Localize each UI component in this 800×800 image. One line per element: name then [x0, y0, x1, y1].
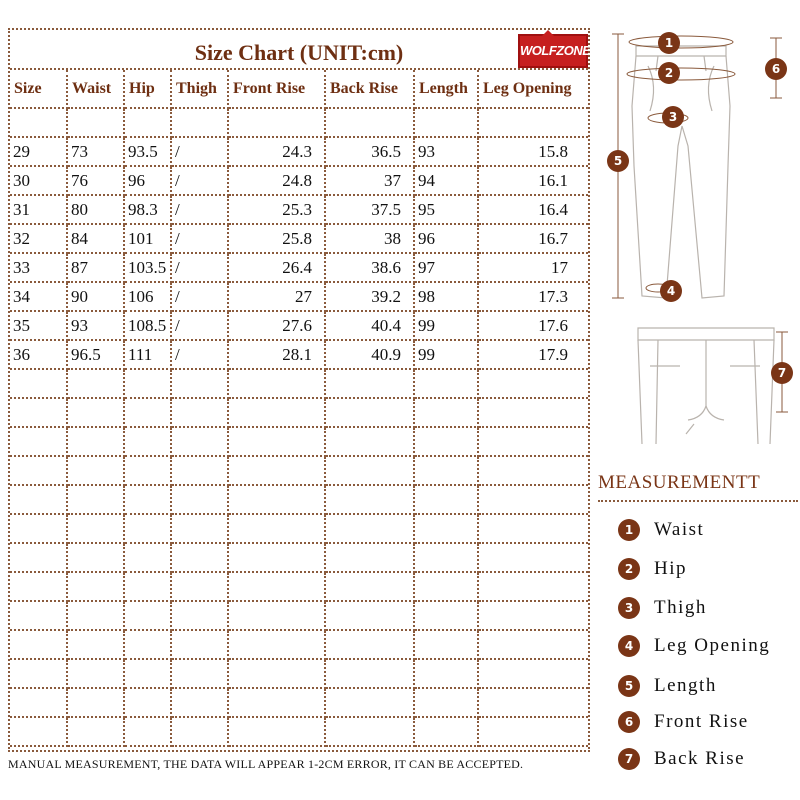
table-cell-empty [414, 398, 478, 427]
table-cell-leg-opening: 16.7 [478, 224, 588, 253]
table-cell-empty [228, 572, 325, 601]
table-cell-empty [10, 485, 67, 514]
table-cell-empty [414, 108, 478, 137]
table-cell-length: 97 [414, 253, 478, 282]
table-cell-empty [124, 572, 171, 601]
table-cell-empty [171, 369, 228, 398]
table-cell-empty [124, 601, 171, 630]
table-cell-size: 32 [10, 224, 67, 253]
table-cell-empty [414, 688, 478, 717]
table-cell-empty [10, 659, 67, 688]
table-row [10, 282, 588, 311]
diagram-badge-7: 7 [771, 362, 793, 384]
measurement-note: MANUAL MEASUREMENT, THE DATA WILL APPEAR 1-2CM ERROR, IT CAN BE ACCEPTED. [8, 757, 524, 771]
column-header-leg-opening: Leg Opening [478, 70, 588, 108]
pants-diagram [598, 26, 798, 456]
table-cell-empty [414, 427, 478, 456]
table-cell-empty [478, 601, 588, 630]
table-cell-empty [414, 630, 478, 659]
table-cell-length: 98 [414, 282, 478, 311]
table-cell-empty [325, 543, 414, 572]
table-cell-back-rise: 37 [325, 166, 414, 195]
table-row-empty [10, 456, 588, 485]
table-cell-empty [171, 717, 228, 746]
column-header-front-rise: Front Rise [228, 70, 325, 108]
legend-label: Length [654, 675, 717, 696]
diagram-badge-1: 1 [658, 32, 680, 54]
table-cell-empty [10, 572, 67, 601]
table-cell-empty [67, 514, 124, 543]
table-cell-empty [10, 456, 67, 485]
table-cell-empty [171, 543, 228, 572]
legend-badge: 1 [618, 519, 640, 541]
table-cell-leg-opening: 16.1 [478, 166, 588, 195]
table-row-empty [10, 630, 588, 659]
table-cell-back-rise: 40.9 [325, 340, 414, 369]
table-cell-empty [67, 717, 124, 746]
table-cell-thigh: / [171, 311, 228, 340]
table-cell-hip: 106 [124, 282, 171, 311]
table-cell-empty [171, 601, 228, 630]
table-row [10, 224, 588, 253]
table-cell-front-rise: 27.6 [228, 311, 325, 340]
table-cell-empty [478, 398, 588, 427]
table-cell-empty [67, 659, 124, 688]
table-cell-empty [10, 543, 67, 572]
table-cell-empty [414, 717, 478, 746]
column-header-thigh: Thigh [171, 70, 228, 108]
table-cell-empty [325, 485, 414, 514]
table-cell-empty [124, 108, 171, 137]
table-row [10, 195, 588, 224]
table-cell-empty [478, 456, 588, 485]
table-cell-empty [228, 717, 325, 746]
table-cell-empty [171, 456, 228, 485]
table-cell-back-rise: 40.4 [325, 311, 414, 340]
table-cell-empty [414, 514, 478, 543]
table-cell-empty [325, 456, 414, 485]
diagram-badge-2: 2 [658, 62, 680, 84]
table-cell-empty [67, 601, 124, 630]
table-cell-front-rise: 25.3 [228, 195, 325, 224]
table-cell-thigh: / [171, 166, 228, 195]
table-cell-hip: 111 [124, 340, 171, 369]
table-cell-empty [325, 427, 414, 456]
table-cell-empty [10, 601, 67, 630]
diagram-badge-5: 5 [607, 150, 629, 172]
legend-badge: 4 [618, 635, 640, 657]
table-cell-empty [10, 398, 67, 427]
legend-badge: 3 [618, 597, 640, 619]
table-cell-empty [325, 630, 414, 659]
table-cell-empty [478, 108, 588, 137]
brand-logo: WOLFZONE [518, 34, 588, 68]
table-cell-waist: 76 [67, 166, 124, 195]
pants-illustration [598, 26, 798, 456]
table-cell-back-rise: 38 [325, 224, 414, 253]
table-cell-empty [478, 630, 588, 659]
table-cell-thigh: / [171, 282, 228, 311]
diagram-badge-4: 4 [660, 280, 682, 302]
table-row-empty [10, 601, 588, 630]
table-cell-empty [124, 427, 171, 456]
table-row-empty [10, 572, 588, 601]
table-cell-empty [414, 659, 478, 688]
table-row-empty [10, 514, 588, 543]
table-cell-empty [478, 369, 588, 398]
table-cell-empty [478, 572, 588, 601]
legend-label: Back Rise [654, 748, 746, 769]
diagram-badge-3: 3 [662, 106, 684, 128]
table-cell-front-rise: 24.3 [228, 137, 325, 166]
table-cell-empty [171, 108, 228, 137]
table-cell-empty [414, 543, 478, 572]
table-cell-empty [325, 572, 414, 601]
table-cell-empty [171, 427, 228, 456]
table-cell-size: 31 [10, 195, 67, 224]
legend-item-thigh [618, 596, 798, 620]
table-cell-empty [228, 514, 325, 543]
table-cell-empty [228, 456, 325, 485]
table-cell-size: 36 [10, 340, 67, 369]
table-cell-empty [414, 601, 478, 630]
table-cell-back-rise: 36.5 [325, 137, 414, 166]
table-cell-empty [478, 688, 588, 717]
table-cell-back-rise: 38.6 [325, 253, 414, 282]
legend-badge: 2 [618, 558, 640, 580]
table-cell-length: 99 [414, 311, 478, 340]
table-cell-empty [124, 369, 171, 398]
table-cell-thigh: / [171, 224, 228, 253]
table-cell-thigh: / [171, 137, 228, 166]
table-cell-waist: 80 [67, 195, 124, 224]
table-row-empty [10, 398, 588, 427]
table-cell-length: 99 [414, 340, 478, 369]
table-cell-leg-opening: 17 [478, 253, 588, 282]
size-chart [8, 28, 590, 752]
table-cell-empty [228, 630, 325, 659]
table-cell-empty [10, 514, 67, 543]
table-cell-empty [325, 108, 414, 137]
table-cell-size: 29 [10, 137, 67, 166]
legend-title: MEASUREMENTT [598, 472, 761, 493]
table-cell-leg-opening: 16.4 [478, 195, 588, 224]
legend-item-leg-opening [618, 634, 798, 658]
table-cell-back-rise: 37.5 [325, 195, 414, 224]
table-row-empty [10, 108, 588, 137]
table-cell-hip: 93.5 [124, 137, 171, 166]
table-cell-empty [171, 398, 228, 427]
table-cell-empty [228, 601, 325, 630]
table-row [10, 166, 588, 195]
size-table [10, 70, 588, 747]
table-cell-hip: 96 [124, 166, 171, 195]
table-row [10, 253, 588, 282]
table-row [10, 137, 588, 166]
table-cell-empty [325, 514, 414, 543]
table-cell-empty [124, 688, 171, 717]
table-cell-empty [124, 514, 171, 543]
column-header-waist: Waist [67, 70, 124, 108]
legend-label: Front Rise [654, 711, 749, 732]
legend-item-waist [618, 518, 798, 542]
table-cell-empty [325, 601, 414, 630]
table-cell-empty [228, 108, 325, 137]
table-cell-empty [124, 398, 171, 427]
table-cell-empty [414, 485, 478, 514]
table-cell-size: 33 [10, 253, 67, 282]
table-cell-empty [478, 514, 588, 543]
table-cell-thigh: / [171, 195, 228, 224]
column-header-length: Length [414, 70, 478, 108]
legend-label: Leg Opening [654, 635, 771, 656]
table-cell-empty [171, 630, 228, 659]
table-cell-empty [10, 688, 67, 717]
table-cell-empty [325, 369, 414, 398]
table-cell-empty [228, 427, 325, 456]
column-header-size: Size [10, 70, 67, 108]
chart-title: Size Chart (UNIT:cm) [10, 30, 588, 70]
table-cell-length: 95 [414, 195, 478, 224]
table-cell-front-rise: 28.1 [228, 340, 325, 369]
column-header-hip: Hip [124, 70, 171, 108]
table-cell-empty [124, 485, 171, 514]
table-row-empty [10, 369, 588, 398]
table-cell-length: 93 [414, 137, 478, 166]
table-cell-empty [67, 688, 124, 717]
table-cell-empty [478, 427, 588, 456]
table-cell-empty [124, 659, 171, 688]
table-cell-empty [228, 369, 325, 398]
table-cell-empty [10, 717, 67, 746]
table-cell-empty [414, 369, 478, 398]
table-cell-empty [10, 108, 67, 137]
table-cell-size: 30 [10, 166, 67, 195]
table-cell-waist: 93 [67, 311, 124, 340]
diagram-badge-6: 6 [765, 58, 787, 80]
table-cell-front-rise: 27 [228, 282, 325, 311]
table-cell-waist: 84 [67, 224, 124, 253]
table-row-empty [10, 717, 588, 746]
table-cell-hip: 103.5 [124, 253, 171, 282]
table-cell-leg-opening: 15.8 [478, 137, 588, 166]
table-cell-empty [124, 717, 171, 746]
table-cell-front-rise: 25.8 [228, 224, 325, 253]
table-cell-empty [67, 108, 124, 137]
table-cell-empty [414, 572, 478, 601]
table-cell-thigh: / [171, 253, 228, 282]
table-row-empty [10, 427, 588, 456]
table-cell-empty [67, 427, 124, 456]
table-row-empty [10, 543, 588, 572]
table-cell-leg-opening: 17.9 [478, 340, 588, 369]
table-cell-empty [325, 659, 414, 688]
table-row [10, 340, 588, 369]
table-row [10, 311, 588, 340]
table-cell-leg-opening: 17.6 [478, 311, 588, 340]
table-row-empty [10, 688, 588, 717]
table-cell-empty [478, 717, 588, 746]
table-cell-size: 34 [10, 282, 67, 311]
table-cell-empty [228, 688, 325, 717]
table-cell-empty [325, 398, 414, 427]
legend-label: Hip [654, 558, 687, 579]
header-row [10, 70, 588, 108]
legend-label: Thigh [654, 597, 707, 618]
legend-item-front-rise [618, 710, 798, 734]
table-cell-empty [10, 369, 67, 398]
legend-badge: 6 [618, 711, 640, 733]
table-cell-front-rise: 26.4 [228, 253, 325, 282]
table-cell-hip: 108.5 [124, 311, 171, 340]
table-cell-waist: 87 [67, 253, 124, 282]
table-cell-empty [67, 630, 124, 659]
table-cell-empty [124, 630, 171, 659]
legend-item-length [618, 674, 798, 698]
table-cell-empty [10, 630, 67, 659]
table-cell-empty [228, 543, 325, 572]
table-cell-hip: 98.3 [124, 195, 171, 224]
table-row-empty [10, 659, 588, 688]
table-cell-empty [414, 456, 478, 485]
table-cell-empty [171, 485, 228, 514]
table-cell-thigh: / [171, 340, 228, 369]
table-cell-empty [67, 456, 124, 485]
table-cell-hip: 101 [124, 224, 171, 253]
table-cell-empty [124, 543, 171, 572]
table-cell-back-rise: 39.2 [325, 282, 414, 311]
table-cell-empty [67, 543, 124, 572]
table-row-empty [10, 485, 588, 514]
table-cell-waist: 90 [67, 282, 124, 311]
table-cell-empty [67, 485, 124, 514]
table-cell-empty [325, 717, 414, 746]
table-cell-empty [171, 659, 228, 688]
table-cell-waist: 96.5 [67, 340, 124, 369]
table-cell-empty [171, 514, 228, 543]
table-cell-empty [228, 485, 325, 514]
column-header-back-rise: Back Rise [325, 70, 414, 108]
table-cell-length: 94 [414, 166, 478, 195]
table-cell-empty [171, 688, 228, 717]
legend-item-hip [618, 557, 798, 581]
table-cell-front-rise: 24.8 [228, 166, 325, 195]
table-cell-empty [67, 369, 124, 398]
table-cell-empty [478, 543, 588, 572]
table-cell-empty [10, 427, 67, 456]
legend-item-back-rise [618, 747, 798, 771]
legend-badge: 5 [618, 675, 640, 697]
table-cell-empty [228, 398, 325, 427]
table-cell-empty [478, 659, 588, 688]
table-cell-length: 96 [414, 224, 478, 253]
table-cell-leg-opening: 17.3 [478, 282, 588, 311]
legend-divider [598, 500, 798, 502]
table-cell-empty [228, 659, 325, 688]
table-cell-empty [325, 688, 414, 717]
legend-badge: 7 [618, 748, 640, 770]
table-cell-empty [171, 572, 228, 601]
table-cell-empty [67, 398, 124, 427]
table-cell-empty [478, 485, 588, 514]
legend-label: Waist [654, 519, 705, 540]
table-cell-empty [67, 572, 124, 601]
table-cell-waist: 73 [67, 137, 124, 166]
table-cell-size: 35 [10, 311, 67, 340]
table-cell-empty [124, 456, 171, 485]
